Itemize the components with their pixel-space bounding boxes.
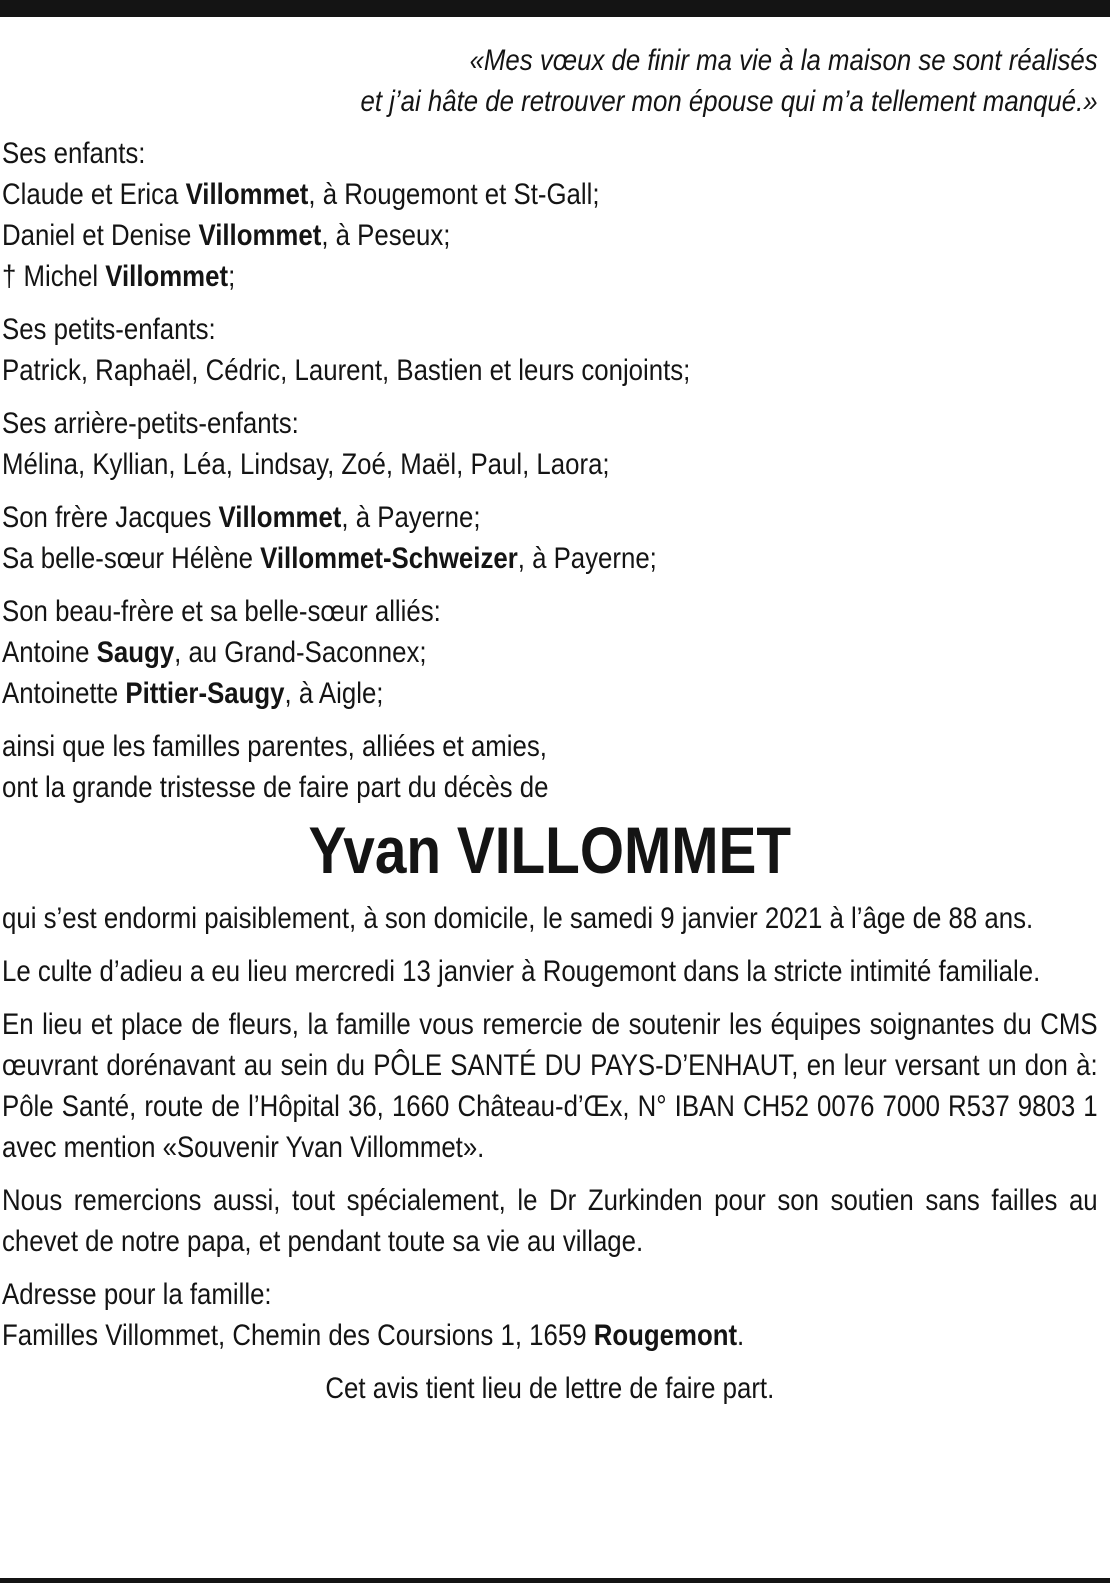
- children-section: [2, 133, 1098, 297]
- family-address: [2, 1274, 1098, 1356]
- section-heading: Ses enfants:: [2, 137, 146, 170]
- section-heading: Son beau-frère et sa belle-sœur alliés:: [2, 595, 441, 628]
- family-entry: Antoinette Pittier-Saugy, à Aigle;: [2, 677, 384, 710]
- death-paragraph: qui s’est endormi paisiblement, à son domicile, le samedi 9 janvier 2021 à l’âge de 88 ans.: [2, 902, 1034, 935]
- announcement-line: ainsi que les familles parentes, alliées et amies,: [2, 730, 547, 763]
- family-entry: Claude et Erica Villommet, à Rougemont et St-Gall;: [2, 178, 600, 211]
- great-grandchildren-section: [2, 403, 1098, 485]
- grandchildren-section: [2, 309, 1098, 391]
- deceased-name: Yvan VILLOMMET: [308, 813, 792, 887]
- donation-paragraph: En lieu et place de fleurs, la famille vous remercie de soutenir les équipes soignantes du CMS œuvrant dorénavant au sein du PÔLE SANTÉ DU PAYS-D’ENHAUT, en leur versant un don à: Pôle Santé, route de l’Hôpital 36, 1660 Château-d’Œx, N° IBAN CH52 0076 7000 R537 9803 1 avec mention «Souvenir Yvan Villommet».: [2, 1008, 1098, 1164]
- section-heading: Ses petits-enfants:: [2, 313, 216, 346]
- quote-line: et j’ai hâte de retrouver mon épouse qui m’a tellement manqué.»: [360, 85, 1098, 118]
- in-laws-section: [2, 591, 1098, 714]
- family-entry: Daniel et Denise Villommet, à Peseux;: [2, 219, 451, 252]
- family-entry: Son frère Jacques Villommet, à Payerne;: [2, 501, 481, 534]
- announcement: [2, 726, 1098, 808]
- epigraph-quote: [2, 40, 1098, 122]
- bottom-rule: [0, 1578, 1110, 1583]
- top-rule: [0, 0, 1110, 17]
- section-heading: Adresse pour la famille:: [2, 1278, 272, 1311]
- thanks-paragraph: Nous remercions aussi, tout spécialement, le Dr Zurkinden pour son soutien sans failles au chevet de notre papa, et pendant toute sa vie au village.: [2, 1184, 1098, 1258]
- siblings-section: [2, 497, 1098, 579]
- family-entry: Antoine Saugy, au Grand-Saconnex;: [2, 636, 427, 669]
- names-list: Patrick, Raphaël, Cédric, Laurent, Bastien et leurs conjoints;: [2, 354, 691, 387]
- family-entry: † Michel Villommet;: [2, 260, 236, 293]
- section-heading: Ses arrière-petits-enfants:: [2, 407, 299, 440]
- obituary-notice: [2, 40, 1098, 1409]
- address-line: Familles Villommet, Chemin des Coursions 1, 1659 Rougemont.: [2, 1319, 745, 1352]
- family-entry: Sa belle-sœur Hélène Villommet-Schweizer, à Payerne;: [2, 542, 657, 575]
- announcement-line: ont la grande tristesse de faire part du décès de: [2, 771, 549, 804]
- closing-note: Cet avis tient lieu de lettre de faire part.: [325, 1372, 775, 1405]
- quote-line: «Mes vœux de finir ma vie à la maison se sont réalisés: [469, 44, 1098, 77]
- service-paragraph: Le culte d’adieu a eu lieu mercredi 13 janvier à Rougemont dans la stricte intimité familiale.: [2, 955, 1041, 988]
- names-list: Mélina, Kyllian, Léa, Lindsay, Zoé, Maël, Paul, Laora;: [2, 448, 610, 481]
